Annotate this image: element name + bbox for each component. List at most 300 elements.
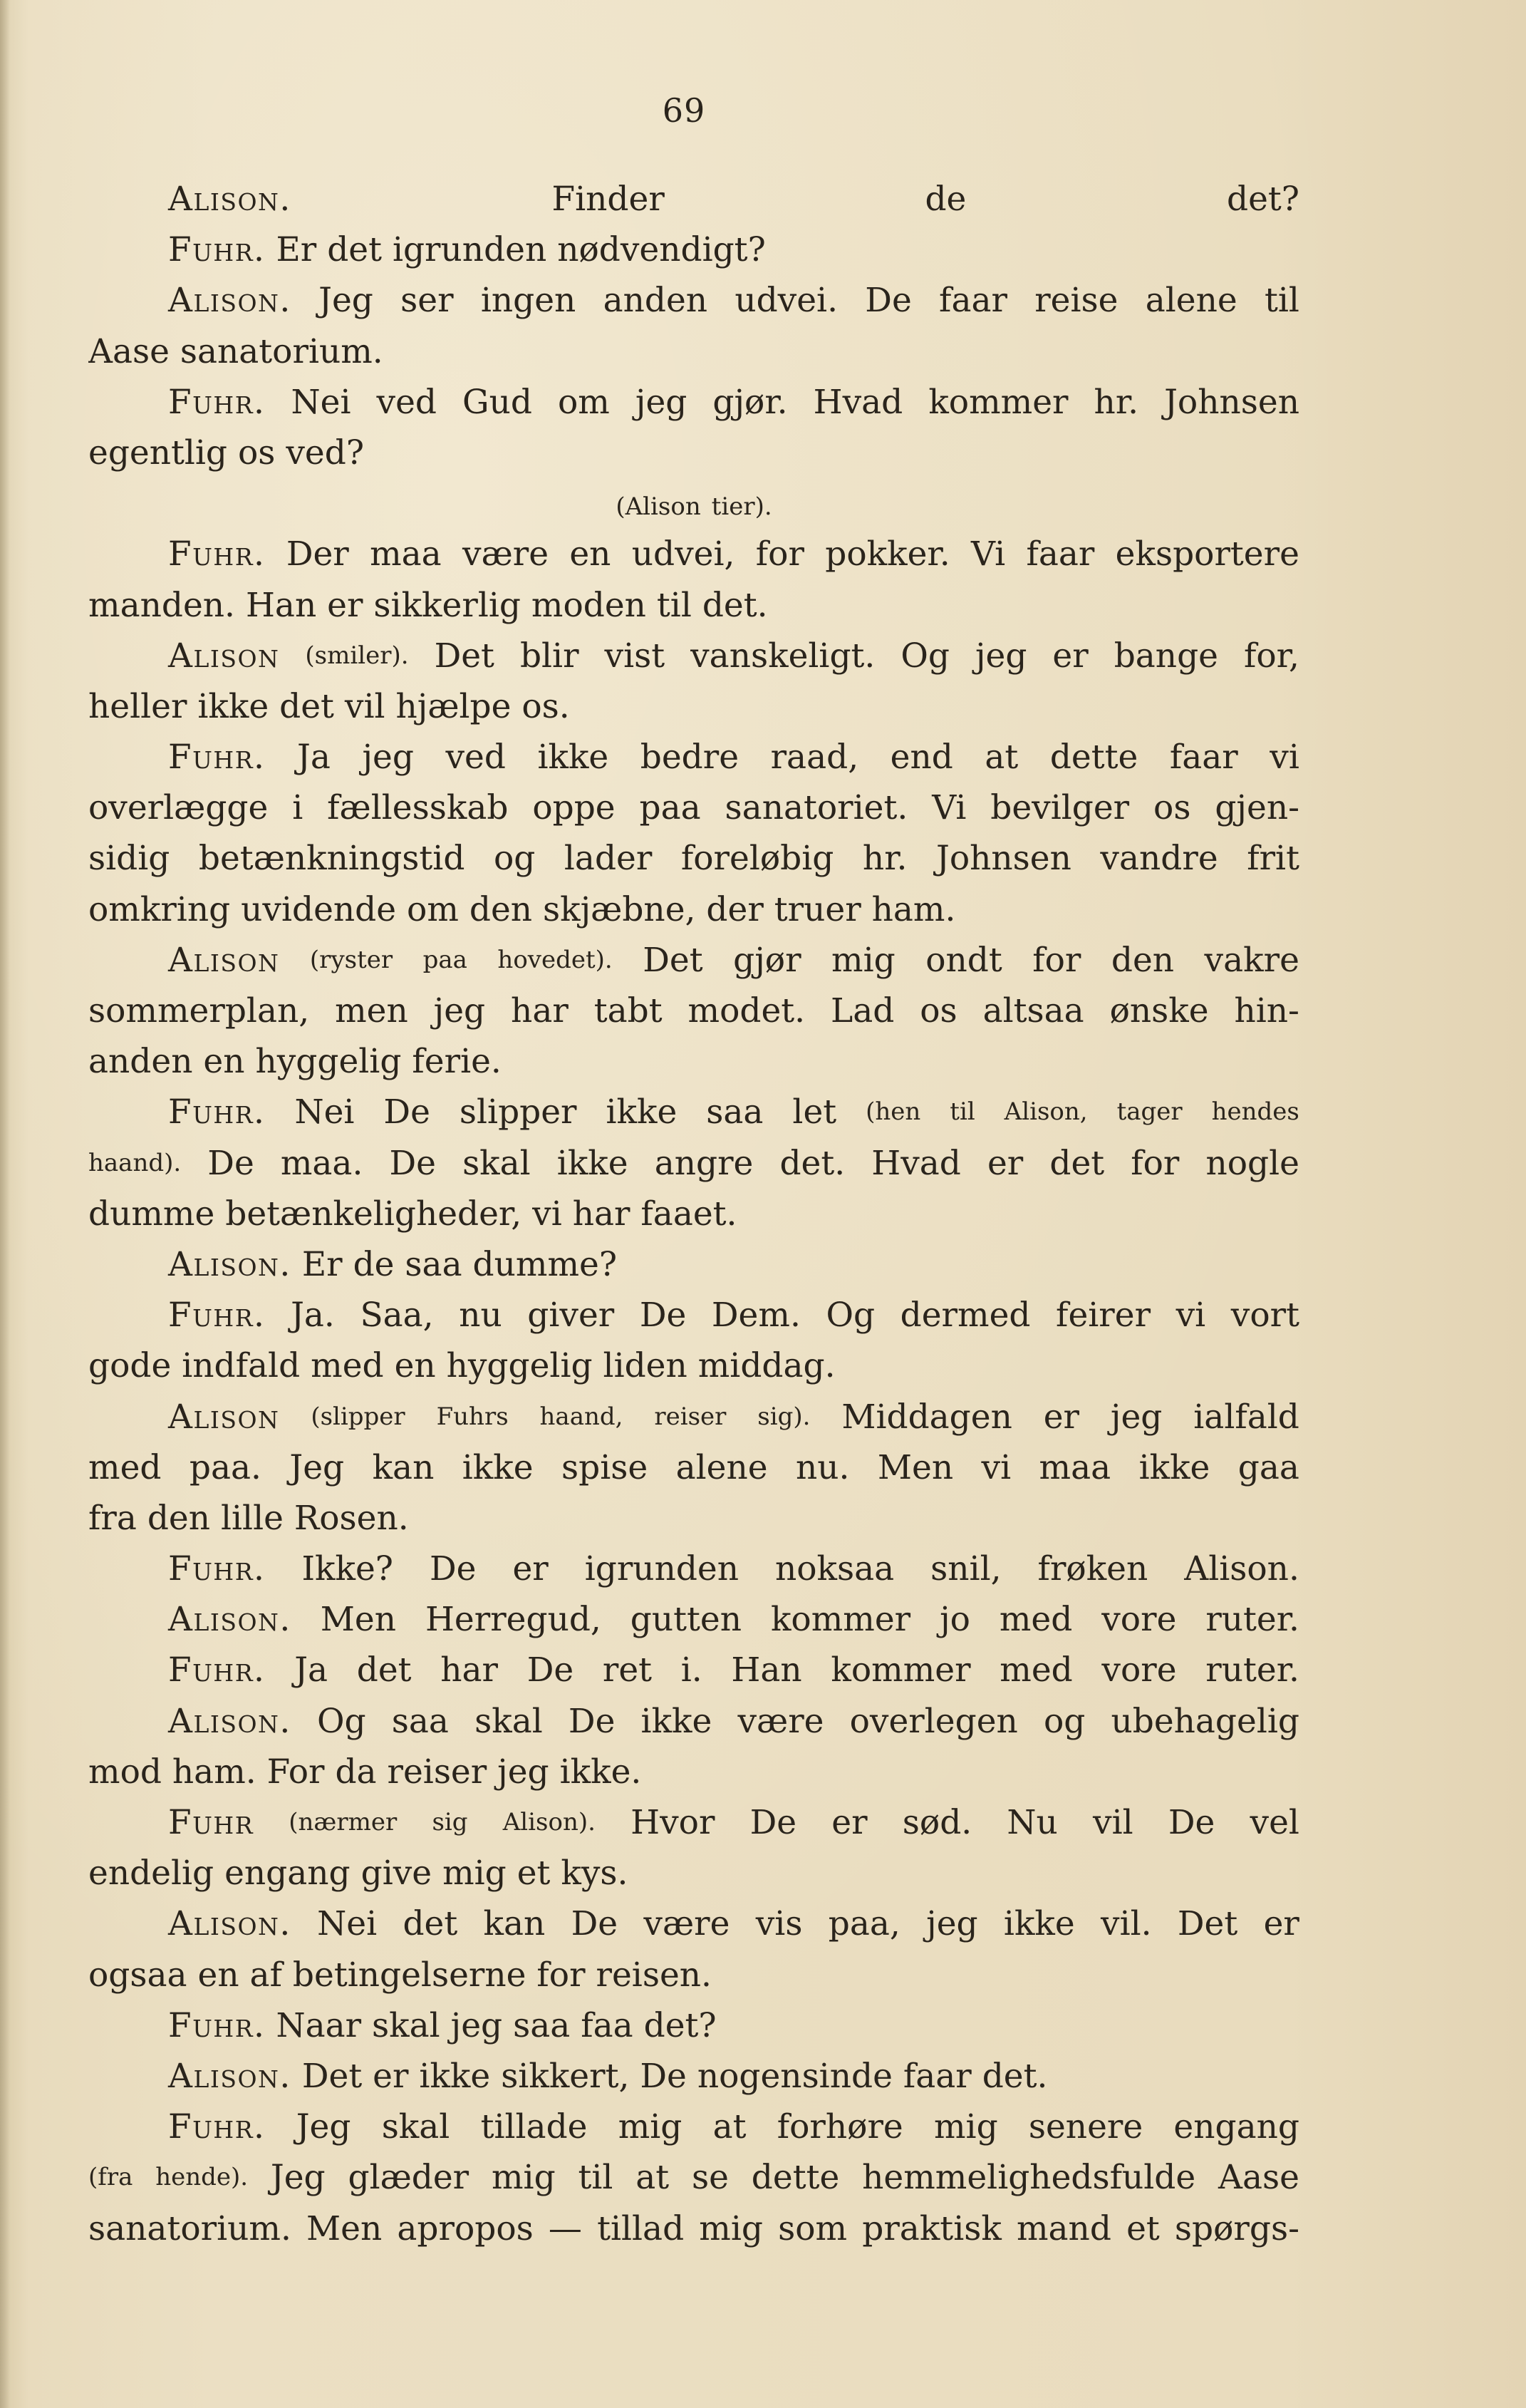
word: vel — [1250, 1803, 1299, 1842]
text-line — [88, 1797, 1299, 1848]
word: blir — [519, 636, 579, 676]
word: skal — [474, 1701, 543, 1741]
word: en — [394, 1346, 436, 1386]
text-line — [88, 935, 1299, 986]
word: har — [511, 991, 569, 1030]
word: være — [643, 1904, 730, 1944]
word: ikke — [462, 1447, 534, 1487]
word: hr. — [862, 839, 908, 879]
word: uvidende — [241, 889, 397, 929]
word: De — [639, 1296, 687, 1335]
word: reise — [1034, 281, 1118, 321]
word: vil — [344, 686, 385, 726]
word: for — [536, 1955, 586, 1995]
word: De — [865, 281, 912, 321]
speaker-name: Fuhr — [168, 1803, 254, 1842]
word: dermed — [900, 1296, 1031, 1335]
word: der — [706, 889, 764, 929]
word: kan — [483, 1904, 546, 1944]
text-line — [88, 2000, 1299, 2051]
word: spise — [561, 1447, 648, 1487]
word: de — [925, 180, 967, 219]
text-line — [88, 275, 1299, 326]
word: De — [640, 2056, 687, 2096]
speaker-name: Alison. — [168, 1600, 291, 1640]
word: maa — [1039, 1447, 1111, 1487]
word: For — [266, 1752, 325, 1792]
word: mig — [699, 2208, 763, 2248]
word: vil — [1093, 1803, 1133, 1842]
word: jeg — [497, 1752, 549, 1792]
word: jo — [940, 1600, 970, 1640]
word: hyggelig — [446, 1346, 593, 1386]
word: det? — [1226, 180, 1299, 219]
word: De — [568, 1701, 616, 1741]
text-line — [88, 1848, 1299, 1898]
word: den — [1111, 940, 1175, 980]
word: ogsaa — [88, 1955, 187, 1995]
word: engang — [224, 1854, 351, 1893]
word: anden — [603, 281, 708, 321]
stage-direction: sig). — [757, 1402, 811, 1431]
word: De — [383, 1092, 430, 1132]
word: reiser — [387, 1752, 487, 1792]
word: er — [831, 1803, 868, 1842]
word: giver — [527, 1296, 615, 1335]
word: nogensinde — [697, 2056, 893, 2096]
text-line — [88, 782, 1299, 833]
text-line — [88, 1087, 1299, 1137]
word: paa, — [828, 1904, 900, 1944]
word: middag. — [697, 1346, 836, 1386]
word: ialfald — [1193, 1397, 1299, 1437]
word: De — [429, 1549, 477, 1589]
word: Herregud, — [425, 1600, 601, 1640]
word: Men — [320, 1600, 397, 1640]
word: mig — [933, 2107, 998, 2147]
word: sanatorium. — [180, 331, 383, 371]
text-line — [88, 428, 1299, 478]
word: til — [578, 2158, 613, 2198]
word: De — [389, 1143, 436, 1183]
word: om — [557, 382, 610, 422]
stage-direction: til — [950, 1097, 975, 1127]
word: eksportere — [1115, 534, 1299, 574]
speaker-name: Fuhr. — [168, 1549, 266, 1589]
word: omkring — [88, 889, 231, 929]
word: Hvad — [871, 1143, 961, 1183]
word: dumme? — [472, 1244, 618, 1284]
word: igrunden — [392, 230, 547, 270]
word: mod — [88, 1752, 162, 1792]
text-line — [88, 1442, 1299, 1493]
word: indfald — [182, 1346, 301, 1386]
stage-direction: haand). — [88, 1148, 182, 1177]
text-line — [88, 1544, 1299, 1594]
text-line — [88, 884, 1299, 935]
word: Han — [245, 585, 317, 625]
word: De — [571, 1904, 618, 1944]
word: ondt — [925, 940, 1002, 980]
word: saa — [405, 1244, 462, 1284]
speaker-name: Fuhr. — [168, 230, 266, 270]
text-line — [88, 1340, 1299, 1391]
word: Nu — [1007, 1803, 1058, 1842]
stage-direction: hovedet). — [497, 945, 613, 974]
speaker-name: Fuhr. — [168, 1092, 266, 1132]
word: saa — [513, 2005, 571, 2045]
word: ret — [602, 1650, 653, 1690]
word: angre — [654, 1143, 754, 1183]
word: ikke. — [559, 1752, 642, 1792]
text-line — [88, 326, 1299, 377]
word: apropos — [397, 2208, 534, 2248]
word: overlegen — [849, 1701, 1018, 1741]
word: en — [569, 534, 611, 574]
word: vort — [1230, 1296, 1299, 1335]
word: maa. — [280, 1143, 363, 1183]
word: vil. — [1101, 1904, 1152, 1944]
word: ham. — [172, 1752, 256, 1792]
word: for — [755, 534, 804, 574]
word: overlægge — [88, 788, 269, 828]
word: os. — [521, 686, 570, 726]
word: kan — [372, 1447, 435, 1487]
word: dette — [1049, 738, 1138, 777]
stage-direction: Alison). — [502, 1808, 596, 1836]
text-line — [88, 681, 1299, 732]
word: Jeg — [318, 281, 373, 321]
word: i — [292, 788, 303, 828]
word: ønske — [1109, 991, 1209, 1030]
word: er — [1263, 1904, 1299, 1944]
word: foreløbig — [680, 839, 834, 879]
text-line — [88, 833, 1299, 884]
stage-direction: Fuhrs — [436, 1402, 509, 1431]
stage-direction: sig — [432, 1808, 468, 1836]
word: ikke — [1138, 1447, 1210, 1487]
word: Saa, — [360, 1296, 434, 1335]
word: moden — [531, 585, 646, 625]
word: skjæbne, — [543, 889, 696, 929]
word: reisen. — [596, 1955, 712, 1995]
stage-direction: paa — [422, 945, 467, 974]
stage-direction: (fra — [88, 2163, 133, 2192]
stage-direction: (hen — [866, 1097, 921, 1127]
text-line — [88, 1036, 1299, 1087]
word: egentlig — [88, 433, 228, 472]
word: mig — [831, 940, 896, 980]
word: for — [1032, 940, 1081, 980]
word: oppe — [532, 788, 616, 828]
word: gaa — [1237, 1447, 1299, 1487]
word: udvei, — [631, 534, 735, 574]
word: i. — [680, 1650, 702, 1690]
word: jeg — [450, 2005, 503, 2045]
text-line — [88, 174, 1299, 224]
word: vandre — [1100, 839, 1218, 879]
speaker-name: Alison. — [168, 1701, 291, 1741]
word: kommer — [928, 382, 1069, 422]
word: frøken — [1037, 1549, 1148, 1589]
word: Johnsen — [1164, 382, 1299, 422]
word: vi — [1175, 1296, 1206, 1335]
word: Dem. — [711, 1296, 801, 1335]
text-line — [88, 1950, 1299, 2000]
word: at — [712, 2107, 747, 2147]
word: en — [197, 1955, 239, 1995]
word: altsaa — [982, 991, 1084, 1030]
word: skal — [381, 2107, 450, 2147]
text-line — [88, 1290, 1299, 1340]
word: jeg — [926, 1904, 978, 1944]
word: vis — [755, 1904, 803, 1944]
word: Og — [826, 1296, 876, 1335]
word: Aase — [88, 331, 170, 371]
word: mig — [618, 2107, 682, 2147]
speaker-name: Fuhr. — [168, 1650, 266, 1690]
speaker-name: Fuhr. — [168, 2005, 266, 2045]
word: med — [88, 1447, 162, 1487]
word: være — [737, 1701, 824, 1741]
word: en — [203, 1042, 245, 1082]
word: af — [249, 1955, 282, 1995]
word: faa — [581, 2005, 633, 2045]
word: vakre — [1204, 940, 1299, 980]
stage-direction: reiser — [654, 1402, 727, 1431]
word: Er — [276, 230, 317, 270]
word: Han — [731, 1650, 802, 1690]
word: hjælpe — [395, 686, 512, 726]
text-line — [88, 224, 1299, 275]
word: vanskeligt. — [690, 636, 876, 676]
word: vore — [1101, 1600, 1177, 1640]
text-line — [88, 1594, 1299, 1645]
word: ferie. — [412, 1042, 502, 1082]
word: hr. — [1094, 382, 1139, 422]
stage-direction: (slipper — [311, 1402, 405, 1431]
word: Ja. — [291, 1296, 335, 1335]
word: lille — [220, 1498, 284, 1538]
text-line — [88, 1747, 1299, 1797]
word: vist — [604, 636, 665, 676]
page-number: 69 — [662, 91, 706, 130]
word: og — [1043, 1701, 1086, 1741]
word: Jeg — [289, 1447, 345, 1487]
dialogue-text-block — [88, 174, 1299, 2254]
word: gjen- — [1215, 788, 1299, 828]
word: Det — [643, 940, 703, 980]
stage-direction-line — [88, 478, 1299, 529]
word: den — [469, 889, 533, 929]
word: paa. — [189, 1447, 261, 1487]
word: gutten — [630, 1600, 742, 1640]
word: nødvendigt? — [557, 230, 766, 270]
word: ikke — [419, 2056, 491, 2096]
text-line — [88, 377, 1299, 428]
word: ved? — [286, 433, 365, 472]
page-edge-shadow — [0, 0, 10, 2408]
word: De — [526, 1650, 574, 1690]
word: har — [440, 1650, 498, 1690]
word: de — [353, 1244, 395, 1284]
word: sikkert, — [501, 2056, 630, 2096]
word: vi — [1270, 738, 1299, 777]
word: det — [403, 1904, 458, 1944]
speaker-name: Alison — [168, 940, 280, 980]
word: alene — [1145, 281, 1237, 321]
word: Ja — [294, 1650, 328, 1690]
word: Og — [317, 1701, 366, 1741]
word: hyggelig — [255, 1042, 402, 1082]
word: det. — [702, 585, 768, 625]
text-line — [88, 732, 1299, 782]
word: noksaa — [774, 1549, 895, 1589]
word: til — [1264, 281, 1299, 321]
word: Finder — [551, 180, 665, 219]
word: fra — [88, 1498, 137, 1538]
word: det — [356, 1650, 412, 1690]
word: kommer — [831, 1650, 971, 1690]
word: feirer — [1056, 1296, 1151, 1335]
word: raad, — [770, 738, 859, 777]
word: betænkeligheder, — [225, 1194, 522, 1234]
word: Ja — [297, 738, 331, 777]
word: fællesskab — [327, 788, 509, 828]
speaker-name: Fuhr. — [168, 1296, 266, 1335]
word: nu — [459, 1296, 502, 1335]
word: Det — [434, 636, 494, 676]
word: nu. — [795, 1447, 850, 1487]
text-line — [88, 2051, 1299, 2102]
word: gjør — [733, 940, 801, 980]
word: jeg — [635, 382, 687, 422]
word: jeg — [433, 991, 486, 1030]
word: ser — [400, 281, 454, 321]
speaker-name: Fuhr. — [168, 738, 266, 777]
word: hin- — [1234, 991, 1299, 1030]
word: er — [327, 585, 363, 625]
word: Aase — [1218, 2158, 1299, 2198]
word: faar — [1026, 534, 1095, 574]
word: nogle — [1205, 1143, 1299, 1183]
word: mig — [442, 1854, 507, 1893]
word: forhøre — [777, 2107, 903, 2147]
word: skal — [462, 1143, 531, 1183]
speaker-name: Alison — [168, 1397, 280, 1437]
word: gode — [88, 1346, 172, 1386]
word: pokker. — [825, 534, 950, 574]
word: skal — [372, 2005, 440, 2045]
word: praktisk — [862, 2208, 1002, 2248]
word: bange — [1114, 636, 1218, 676]
word: slipper — [459, 1092, 577, 1132]
speaker-name: Alison. — [168, 180, 291, 219]
word: for, — [1243, 636, 1299, 676]
word: manden. — [88, 585, 235, 625]
stage-direction: tier). — [711, 492, 772, 522]
word: faar — [903, 2056, 972, 2096]
word: kommer — [770, 1600, 911, 1640]
word: bedre — [640, 738, 739, 777]
word: vore — [1101, 1650, 1177, 1690]
word: det — [1049, 1143, 1105, 1183]
text-line — [88, 2102, 1299, 2152]
speaker-name: Fuhr. — [168, 382, 266, 422]
word: snil, — [930, 1549, 1002, 1589]
word: faar — [1169, 738, 1238, 777]
word: ruter. — [1205, 1650, 1299, 1690]
word: se — [692, 2158, 729, 2198]
word: være — [462, 534, 549, 574]
speaker-name: Alison. — [168, 1904, 291, 1944]
text-line — [88, 1898, 1299, 1949]
word: let — [792, 1092, 837, 1132]
text-line — [88, 1392, 1299, 1442]
text-line — [88, 580, 1299, 631]
stage-direction: haand, — [539, 1402, 623, 1431]
word: ikke — [556, 1143, 628, 1183]
word: gjør. — [712, 382, 788, 422]
word: sød. — [902, 1803, 972, 1842]
word: hemmelighedsfulde — [862, 2158, 1196, 2198]
word: ham. — [871, 889, 956, 929]
word: med — [311, 1346, 384, 1386]
word: Det — [1177, 1904, 1238, 1944]
word: er — [1052, 636, 1089, 676]
word: Jeg — [270, 2158, 326, 2198]
word: os — [1153, 788, 1191, 828]
text-line — [88, 529, 1299, 579]
word: et — [1126, 2208, 1160, 2248]
word: alene — [675, 1447, 768, 1487]
word: faaet. — [640, 1194, 737, 1234]
word: ikke — [606, 1092, 678, 1132]
word: De — [749, 1803, 797, 1842]
word: Gud — [462, 382, 532, 422]
stage-direction: (smiler). — [305, 641, 409, 670]
word: betænkningstid — [198, 839, 465, 879]
stage-direction: (ryster — [309, 945, 393, 974]
word: den — [147, 1498, 211, 1538]
word: endelig — [88, 1854, 214, 1893]
word: bevilger — [990, 788, 1130, 828]
word: Der — [286, 534, 349, 574]
word: jeg — [362, 738, 414, 777]
word: maa — [370, 534, 442, 574]
word: som — [778, 2208, 848, 2248]
word: tillade — [480, 2107, 588, 2147]
word: sommerplan, — [88, 991, 310, 1030]
speaker-name: Alison — [168, 636, 280, 676]
word: spørgs- — [1174, 2208, 1299, 2248]
word: Nei — [317, 1904, 378, 1944]
word: til — [656, 585, 692, 625]
word: vi — [532, 1194, 562, 1234]
word: jeg — [975, 636, 1027, 676]
word: saa — [391, 1701, 449, 1741]
word: det. — [779, 1143, 846, 1183]
word: ikke — [537, 738, 609, 777]
word: Er — [301, 1244, 343, 1284]
word: Nei — [294, 1092, 355, 1132]
word: ved — [445, 738, 506, 777]
word: Vi — [970, 534, 1006, 574]
stage-direction: (nærmer — [289, 1808, 398, 1836]
word: Lad — [831, 991, 895, 1030]
word: engang — [1173, 2107, 1299, 2147]
text-line — [88, 1493, 1299, 1544]
